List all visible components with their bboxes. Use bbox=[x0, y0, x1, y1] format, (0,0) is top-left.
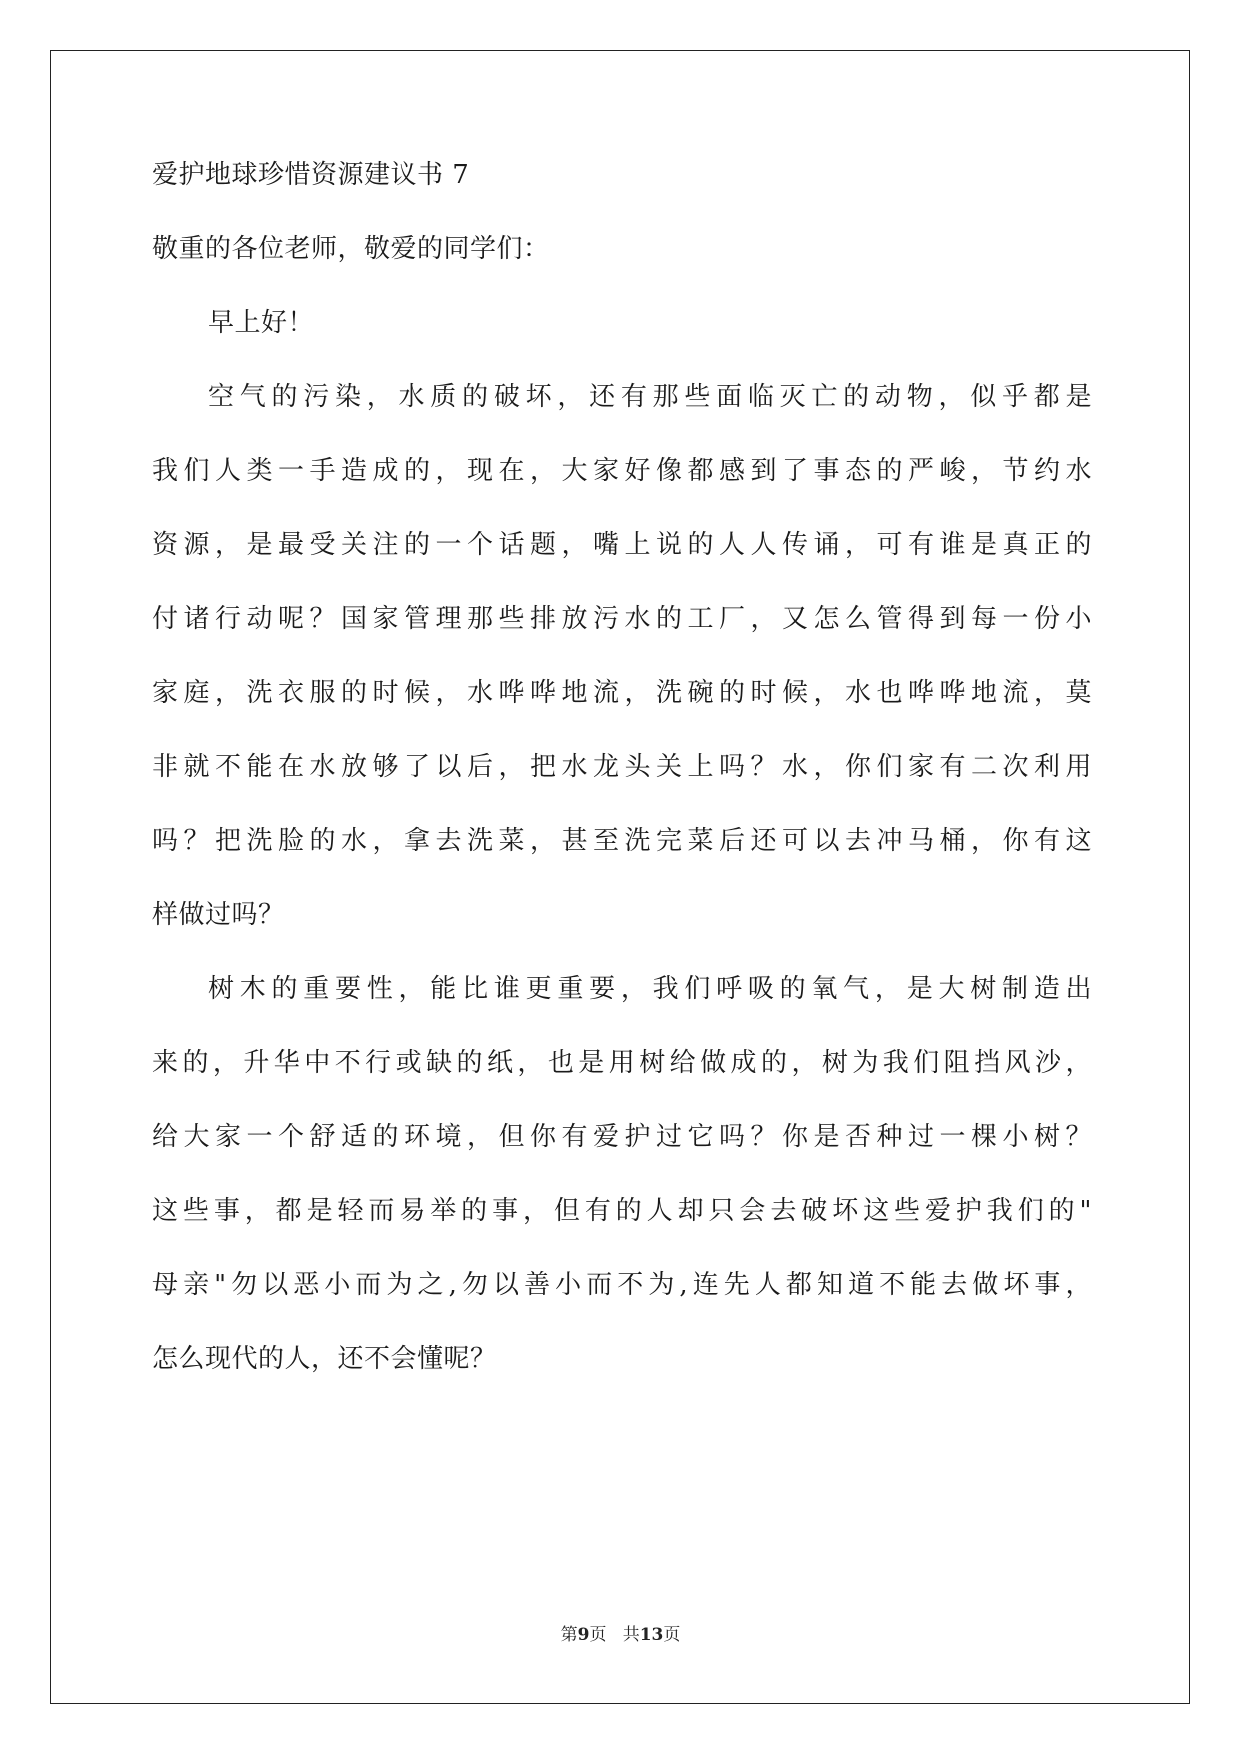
text-line: 样做过吗？ bbox=[152, 900, 285, 930]
page-number: 9 bbox=[577, 1625, 590, 1645]
document-title: 爱护地球珍惜资源建议书 7 bbox=[152, 160, 470, 190]
text-line: 这些事，都是轻而易举的事，但有的人却只会去破坏这些爱护我们的" bbox=[152, 1196, 1092, 1226]
text-line: 给大家一个舒适的环境，但你有爱护过它吗？你是否种过一棵小树？ bbox=[152, 1122, 1092, 1152]
text-line: 吗？把洗脸的水，拿去洗菜，甚至洗完菜后还可以去冲马桶，你有这 bbox=[152, 826, 1092, 856]
text-line: 母亲"勿以恶小而为之,勿以善小而不为,连先人都知道不能去做坏事， bbox=[152, 1270, 1092, 1300]
total-prefix: 共 bbox=[622, 1625, 640, 1645]
page-suffix: 页 bbox=[589, 1625, 607, 1645]
text-line: 资源，是最受关注的一个话题，嘴上说的人人传诵，可有谁是真正的 bbox=[152, 530, 1092, 560]
page-footer bbox=[0, 1620, 1241, 1645]
document-body bbox=[152, 160, 1092, 1374]
text-line: 付诸行动呢？国家管理那些排放污水的工厂，又怎么管得到每一份小 bbox=[152, 604, 1092, 634]
total-suffix: 页 bbox=[663, 1625, 681, 1645]
text-line: 树木的重要性，能比谁更重要，我们呼吸的氧气，是大树制造出 bbox=[208, 974, 1092, 1004]
document-paragraphs bbox=[152, 234, 1092, 1374]
text-line: 我们人类一手造成的，现在，大家好像都感到了事态的严峻，节约水 bbox=[152, 456, 1092, 486]
page-prefix: 第 bbox=[560, 1625, 578, 1645]
text-line: 来的，升华中不行或缺的纸，也是用树给做成的，树为我们阻挡风沙， bbox=[152, 1048, 1092, 1078]
text-line: 空气的污染，水质的破坏，还有那些面临灭亡的动物，似乎都是 bbox=[208, 382, 1092, 412]
text-line: 怎么现代的人，还不会懂呢？ bbox=[152, 1344, 497, 1374]
text-line: 非就不能在水放够了以后，把水龙头关上吗？水，你们家有二次利用 bbox=[152, 752, 1092, 782]
total-pages: 13 bbox=[639, 1625, 664, 1645]
text-line: 家庭，洗衣服的时候，水哗哗地流，洗碗的时候，水也哗哗地流，莫 bbox=[152, 678, 1092, 708]
text-line: 敬重的各位老师，敬爱的同学们： bbox=[152, 234, 550, 264]
text-line: 早上好！ bbox=[208, 308, 315, 338]
